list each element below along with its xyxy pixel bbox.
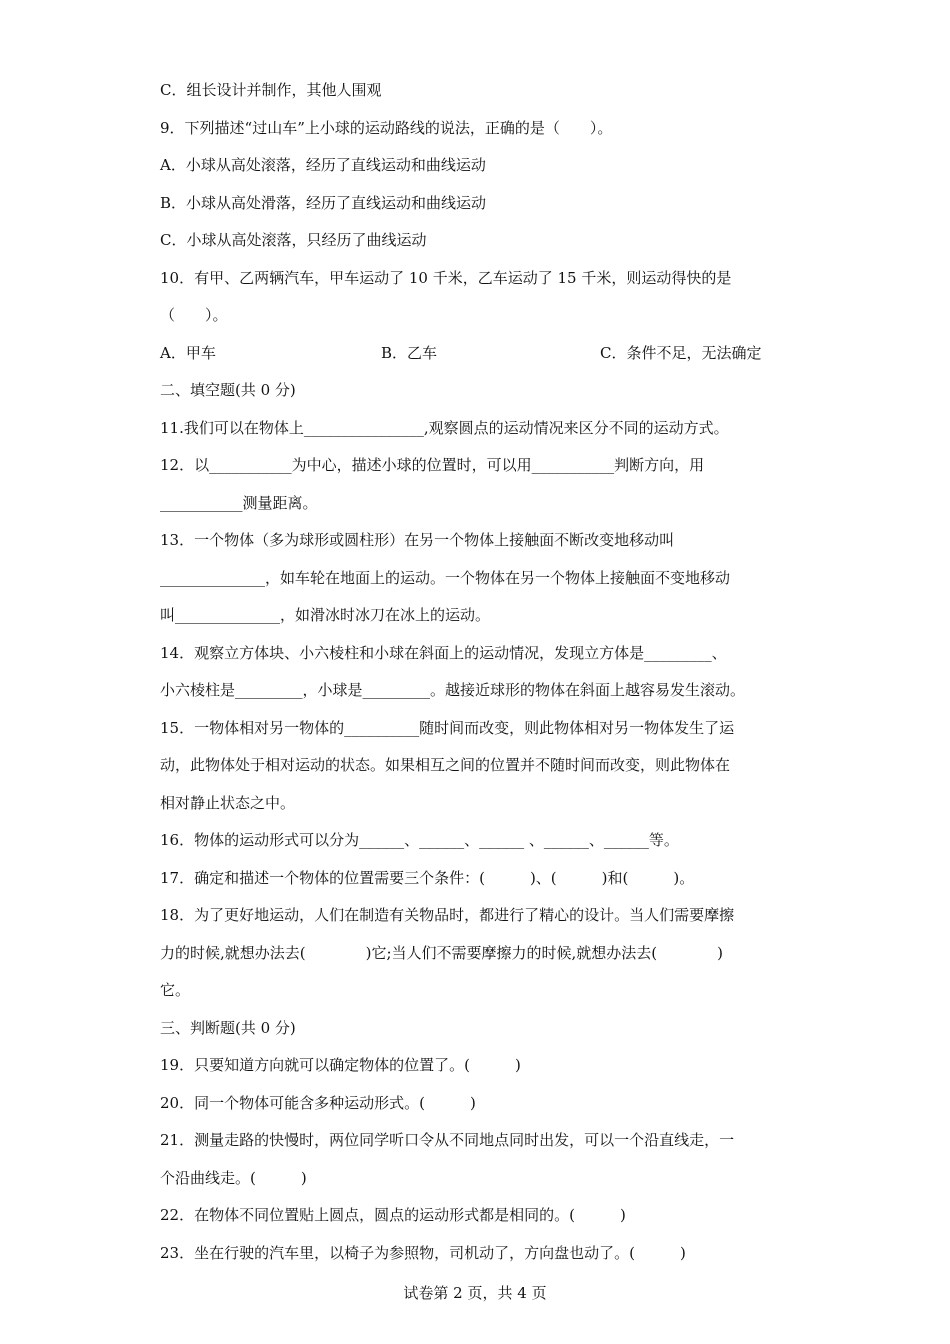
q13-cont-1: ______________，如车轮在地面上的运动。一个物体在另一个物体上接触面不变地移动 [160,569,731,587]
q22: 22．在物体不同位置贴上圆点，圆点的运动形式都是相同的。( ) [160,1206,626,1224]
q21-cont: 个沿曲线走。( ) [160,1169,307,1187]
q20: 20．同一个物体可能含多种运动形式。( ) [160,1094,476,1112]
q15-cont-2: 相对静止状态之中。 [160,794,296,812]
q9-option-a: A．小球从高处滚落，经历了直线运动和曲线运动 [160,156,486,174]
section-fill-blank-title: 二、填空题(共 0 分) [160,381,296,399]
q13: 13．一个物体（多为球形或圆柱形）在另一个物体上接触面不断改变地移动叫 [160,531,675,549]
q10-option-b: B．乙车 [381,344,438,362]
q10-stem-cont: （ ）。 [160,306,228,324]
q8-option-c: C．组长设计并制作，其他人围观 [160,81,382,99]
q13-cont-2: 叫______________，如滑冰时冰刀在冰上的运动。 [160,606,491,624]
q14-cont: 小六棱柱是_________，小球是_________。越接近球形的物体在斜面上越容易发生滚动。 [160,681,746,699]
q18-cont-2: 它。 [160,981,191,999]
q23: 23．坐在行驶的汽车里，以椅子为参照物，司机动了，方向盘也动了。( ) [160,1244,686,1262]
q12: 12．以___________为中心，描述小球的位置时，可以用___________判断方向，用 [160,456,705,474]
q11: 11.我们可以在物体上________________,观察圆点的运动情况来区分不同的运动方式。 [160,419,729,437]
q17: 17．确定和描述一个物体的位置需要三个条件：( )、( )和( )。 [160,869,695,887]
page-footer: 试卷第 2 页，共 4 页 [403,1284,547,1302]
q18-cont-1: 力的时候,就想办法去( )它;当人们不需要摩擦力的时候,就想办法去( ) [160,944,724,962]
q10-option-a: A．甲车 [160,344,216,362]
q10-stem: 10．有甲、乙两辆汽车，甲车运动了 10 千米，乙车运动了 15 千米，则运动得快的是 [160,269,732,287]
q9-option-c: C．小球从高处滚落，只经历了曲线运动 [160,231,427,249]
q9-stem: 9．下列描述“过山车”上小球的运动路线的说法，正确的是（ ）。 [160,119,613,137]
q15: 15．一物体相对另一物体的__________随时间而改变，则此物体相对另一物体发生了运 [160,719,735,737]
q18: 18．为了更好地运动，人们在制造有关物品时，都进行了精心的设计。当人们需要摩擦 [160,906,735,924]
q16: 16．物体的运动形式可以分为______、______、______ 、______、______等。 [160,831,679,849]
q21: 21．测量走路的快慢时，两位同学听口令从不同地点同时出发，可以一个沿直线走，一 [160,1131,735,1149]
q10-option-c: C．条件不足，无法确定 [600,344,762,362]
q14: 14．观察立方体块、小六棱柱和小球在斜面上的运动情况，发现立方体是_________、 [160,644,727,662]
section-true-false-title: 三、判断题(共 0 分) [160,1019,296,1037]
q15-cont-1: 动，此物体处于相对运动的状态。如果相互之间的位置并不随时间而改变，则此物体在 [160,756,731,774]
q9-option-b: B．小球从高处滑落，经历了直线运动和曲线运动 [160,194,487,212]
q19: 19．只要知道方向就可以确定物体的位置了。( ) [160,1056,521,1074]
q12-cont: ___________测量距离。 [160,494,318,512]
